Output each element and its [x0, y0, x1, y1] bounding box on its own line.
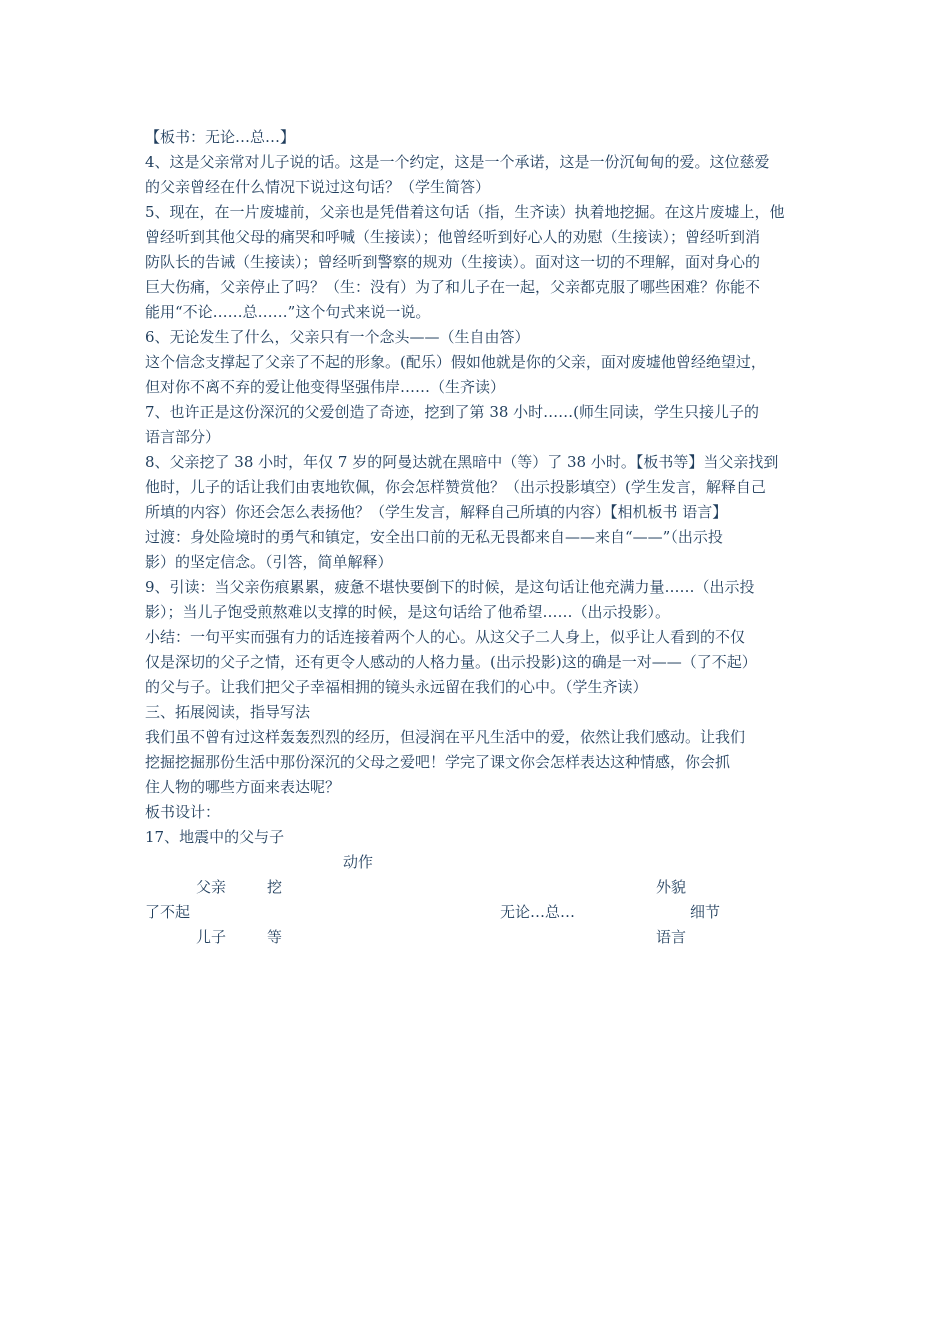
text-line: 小结：一句平实而强有力的话连接着两个人的心。从这父子二人身上，似乎让人看到的不仅	[145, 628, 746, 646]
text-line: 但对你不离不弃的爱让他变得坚强伟岸……（生齐读）	[145, 378, 506, 396]
text-line: 巨大伤痛，父亲停止了吗？（生：没有）为了和儿子在一起，父亲都克服了哪些困难？你能不	[145, 278, 761, 296]
board-language: 语言	[656, 928, 687, 946]
board-detail: 细节	[690, 903, 721, 921]
text-line: 曾经听到其他父母的痛哭和呼喊（生接读）；他曾经听到好心人的劝慰（生接读）；曾经听到消	[145, 228, 761, 246]
board-appearance: 外貌	[656, 878, 687, 896]
text-line: 的父与子。让我们把父子幸福相拥的镜头永远留在我们的心中。（学生齐读）	[145, 678, 648, 696]
text-line: 【板书：无论…总…】	[145, 128, 296, 146]
board-great: 了不起	[145, 903, 191, 921]
text-line: 9、引读：当父亲伤痕累累，疲惫不堪快要倒下的时候，是这句话让他充满力量……（出示投	[145, 578, 755, 596]
text-line: 他时，儿子的话让我们由衷地钦佩，你会怎样赞赏他？（出示投影填空）(学生发言，解释自己	[145, 478, 766, 496]
board-no-matter: 无论…总…	[500, 903, 576, 921]
text-line: 过渡：身处险境时的勇气和镇定，安全出口前的无私无畏都来自——来自“——”（出示投	[145, 528, 723, 546]
section-heading: 三、拓展阅读，指导写法	[145, 703, 311, 721]
text-line: 的父亲曾经在什么情况下说过这句话？（学生简答）	[145, 178, 491, 196]
text-line: 5、现在，在一片废墟前，父亲也是凭借着这句话（指，生齐读）执着地挖掘。在这片废墟上，他	[145, 203, 785, 221]
text-line: 影）；当儿子饱受煎熬难以支撑的时候，是这句话给了他希望……（出示投影）。	[145, 603, 671, 621]
board-dig: 挖	[267, 878, 283, 896]
board-father: 父亲	[196, 878, 227, 896]
text-line: 语言部分）	[145, 428, 221, 446]
board-action: 动作	[343, 853, 374, 871]
text-line: 4、这是父亲常对儿子说的话。这是一个约定，这是一个承诺，这是一份沉甸甸的爱。这位慈爱	[145, 153, 770, 171]
board-design-heading: 板书设计：	[145, 803, 221, 821]
text-line: 8、父亲挖了 38 小时，年仅 7 岁的阿曼达就在黑暗中（等）了 38 小时。【板书等】当父亲找到	[145, 453, 779, 471]
text-line: 仅是深切的父子之情，还有更令人感动的人格力量。(出示投影)这的确是一对——（了不起）	[145, 653, 757, 671]
text-line: 我们虽不曾有过这样轰轰烈烈的经历，但浸润在平凡生活中的爱，依然让我们感动。让我们	[145, 728, 746, 746]
text-line: 住人物的哪些方面来表达呢？	[145, 778, 341, 796]
text-line: 挖掘挖掘那份生活中那份深沉的父母之爱吧！学完了课文你会怎样表达这种情感，你会抓	[145, 753, 731, 771]
board-wait: 等	[267, 928, 283, 946]
board-son: 儿子	[196, 928, 227, 946]
text-line: 6、无论发生了什么，父亲只有一个念头——（生自由答）	[145, 328, 530, 346]
text-line: 能用“不论……总……”这个句式来说一说。	[145, 303, 431, 321]
text-line: 防队长的告诫（生接读）；曾经听到警察的规劝（生接读）。面对这一切的不理解，面对身心的	[145, 253, 761, 271]
text-line: 所填的内容）你还会怎么表扬他？（学生发言，解释自己所填的内容）【相机板书 语言】	[145, 503, 728, 521]
text-line: 7、也许正是这份深沉的父爱创造了奇迹，挖到了第 38 小时……(师生同读，学生只接儿子的	[145, 403, 760, 421]
text-line: 影）的坚定信念。（引答，简单解释）	[145, 553, 393, 571]
lesson-title: 17、地震中的父与子	[145, 828, 285, 846]
text-line: 这个信念支撑起了父亲了不起的形象。(配乐）假如他就是你的父亲，面对废墟他曾经绝望过，	[145, 353, 766, 371]
